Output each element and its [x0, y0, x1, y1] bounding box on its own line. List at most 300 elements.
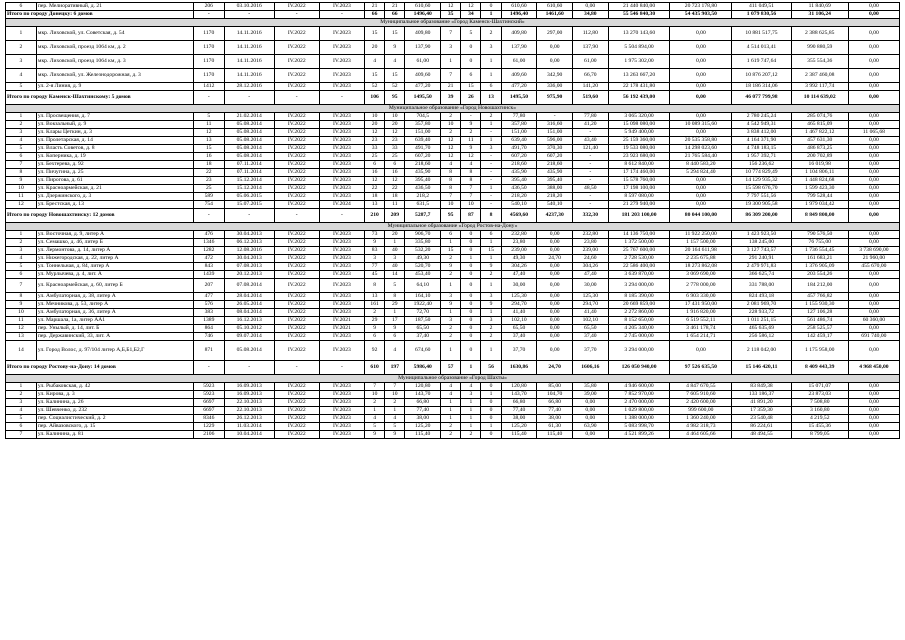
- table-cell: 0: [461, 263, 481, 271]
- table-cell: 10.04.2014: [224, 431, 274, 439]
- table-cell: 0,00: [670, 69, 732, 83]
- table-cell: 15: [193, 145, 224, 153]
- table-cell: 409,80: [405, 27, 441, 41]
- total-cell: -: [224, 91, 274, 105]
- table-cell: IV.2023: [319, 263, 364, 271]
- table-cell: 22 178 431,80: [608, 83, 670, 91]
- table-cell: 540,10: [537, 201, 573, 209]
- table-cell: IV.2023: [319, 231, 364, 239]
- table-cell: 342,90: [537, 69, 573, 83]
- table-cell: 0,00: [848, 193, 899, 201]
- table-cell: 457 631,30: [791, 137, 848, 145]
- table-cell: IV.2022: [274, 129, 319, 137]
- table-cell: -: [481, 177, 501, 185]
- table-row: [6, 271, 900, 279]
- table-row: [6, 231, 900, 239]
- city-total-row: [6, 209, 900, 223]
- table-cell: 29: [385, 301, 405, 309]
- row-number: 3: [6, 247, 37, 255]
- table-cell: IV.2022: [274, 423, 319, 431]
- total-cell: 13: [481, 91, 501, 105]
- total-cell: 1630,86: [501, 361, 537, 375]
- table-cell: 125,20: [405, 423, 441, 431]
- table-cell: IV.2022: [274, 399, 319, 407]
- row-number: 4: [6, 407, 37, 415]
- table-cell: 5: [461, 27, 481, 41]
- table-cell: 9: [365, 431, 385, 439]
- table-cell: 26.05.2014: [224, 301, 274, 309]
- total-label: Итого по городу Каменск-Шахтинскому: 5 домов: [6, 91, 194, 105]
- table-cell: 576: [193, 301, 224, 309]
- table-cell: 1 467 822,12: [791, 129, 848, 137]
- table-cell: 0,00: [848, 231, 899, 239]
- house-address: пер. Айвазовского, д. 15: [36, 423, 193, 431]
- table-cell: 23 540,48: [732, 415, 791, 423]
- table-cell: 0,00: [848, 391, 899, 399]
- total-cell: 1461,60: [537, 11, 573, 19]
- table-cell: 16.12.2013: [224, 317, 274, 325]
- table-cell: 3: [441, 41, 461, 55]
- table-cell: IV.2022: [274, 383, 319, 391]
- table-cell: 26.12.2013: [224, 415, 274, 423]
- table-cell: 704,5: [405, 113, 441, 121]
- table-cell: 436,50: [405, 185, 441, 193]
- table-cell: IV.2023: [319, 161, 364, 169]
- table-cell: 0,00: [848, 383, 899, 391]
- row-number: 1: [6, 27, 37, 41]
- table-cell: 18 186 314,06: [732, 83, 791, 91]
- table-cell: 1 654 214,71: [670, 333, 732, 341]
- table-cell: 1 011 251,15: [732, 317, 791, 325]
- table-cell: 411 049,51: [732, 3, 791, 11]
- table-cell: 05.08.2014: [224, 341, 274, 361]
- table-cell: 22 586 400,00: [608, 263, 670, 271]
- table-cell: 12: [461, 3, 481, 11]
- total-cell: 34: [461, 11, 481, 19]
- table-cell: 18: [365, 193, 385, 201]
- total-cell: 209: [385, 209, 405, 223]
- table-cell: IV.2023: [319, 309, 364, 317]
- table-cell: 1170: [193, 41, 224, 55]
- table-cell: 0,00: [848, 201, 899, 209]
- table-cell: IV.2022: [274, 153, 319, 161]
- table-cell: 9: [481, 263, 501, 271]
- table-cell: 38,00: [537, 415, 573, 423]
- table-cell: 203 554,26: [791, 271, 848, 279]
- municipality-title: Муниципальное образование «Город Ростов-на-Дону»: [6, 223, 900, 231]
- house-address: ул. Пирогова, д. 61: [36, 177, 193, 185]
- table-cell: 25: [193, 185, 224, 193]
- table-cell: 3 065 320,00: [608, 113, 670, 121]
- table-cell: 2: [441, 255, 461, 263]
- table-cell: 3: [385, 255, 405, 263]
- table-cell: 8 597 080,00: [608, 193, 670, 201]
- row-number: 5: [6, 83, 37, 91]
- total-cell: 5287,7: [405, 209, 441, 223]
- table-cell: 1 388 000,00: [608, 415, 670, 423]
- table-cell: 999 600,00: [670, 407, 732, 415]
- table-cell: 05.10.2012: [224, 325, 274, 333]
- table-cell: 125,30: [501, 293, 537, 301]
- table-cell: 20 535 358,80: [670, 137, 732, 145]
- table-cell: 13: [365, 293, 385, 301]
- table-cell: 8 152 650,00: [608, 317, 670, 325]
- table-cell: IV.2022: [274, 391, 319, 399]
- table-cell: 472: [193, 255, 224, 263]
- table-cell: 232,80: [572, 231, 608, 239]
- row-number: 7: [6, 431, 37, 439]
- table-cell: 409,60: [405, 69, 441, 83]
- table-row: [6, 153, 900, 161]
- table-cell: 0,00: [848, 399, 899, 407]
- table-cell: 30,00: [501, 279, 537, 293]
- total-cell: 975,90: [537, 91, 573, 105]
- table-cell: 4: [385, 55, 405, 69]
- table-cell: IV.2023: [319, 153, 364, 161]
- table-cell: 316,60: [537, 121, 573, 129]
- table-cell: 15 578 760,00: [608, 177, 670, 185]
- table-cell: 0,00: [537, 309, 573, 317]
- table-cell: 1 916 820,00: [670, 309, 732, 317]
- row-number: 1: [6, 231, 37, 239]
- table-cell: 335,80: [405, 239, 441, 247]
- table-cell: IV.2023: [319, 333, 364, 341]
- total-cell: 46 077 799,98: [732, 91, 791, 105]
- table-cell: 15 071,07: [791, 383, 848, 391]
- table-cell: IV.2022: [274, 255, 319, 263]
- table-cell: 9: [365, 325, 385, 333]
- table-cell: 47,40: [572, 271, 608, 279]
- table-cell: 77,40: [537, 407, 573, 415]
- total-cell: 15 146 420,11: [732, 361, 791, 375]
- table-cell: 3: [481, 41, 501, 55]
- table-cell: 121,40: [572, 145, 608, 153]
- table-cell: 0,00: [670, 201, 732, 209]
- table-cell: 355 554,36: [791, 55, 848, 69]
- table-cell: 65,50: [501, 325, 537, 333]
- table-cell: 115,40: [405, 431, 441, 439]
- table-cell: 990 880,59: [791, 41, 848, 55]
- table-cell: -: [537, 113, 573, 121]
- total-cell: 56 192 439,00: [608, 91, 670, 105]
- table-cell: IV.2022: [274, 301, 319, 309]
- table-cell: 285 074,76: [791, 113, 848, 121]
- table-cell: 15.12.2014: [224, 177, 274, 185]
- table-cell: 0,00: [848, 113, 899, 121]
- table-cell: 15: [385, 69, 405, 83]
- table-cell: 10: [365, 391, 385, 399]
- table-cell: 21: [385, 3, 405, 11]
- table-cell: 184 212,00: [791, 279, 848, 293]
- table-cell: 41,40: [501, 309, 537, 317]
- table-cell: 14.11.2016: [224, 41, 274, 55]
- table-cell: 3 639 870,00: [608, 271, 670, 279]
- table-cell: 0,00: [670, 41, 732, 55]
- table-cell: 35,80: [572, 383, 608, 391]
- table-cell: 2: [441, 333, 461, 341]
- house-address: ул. Калинина, д. 26: [36, 399, 193, 407]
- table-cell: 0,00: [848, 341, 899, 361]
- table-cell: 2 272 860,00: [608, 309, 670, 317]
- total-cell: 610: [365, 361, 385, 375]
- table-cell: 465 635,69: [732, 325, 791, 333]
- table-cell: 256 586,12: [732, 333, 791, 341]
- table-cell: 453,40: [405, 271, 441, 279]
- table-cell: IV.2023: [319, 69, 364, 83]
- city-total-row: [6, 361, 900, 375]
- table-cell: 37,40: [572, 333, 608, 341]
- house-address: ул. Просвещения, д. 7: [36, 113, 193, 121]
- table-cell: IV.2022: [274, 41, 319, 55]
- table-cell: 0,00: [848, 177, 899, 185]
- table-cell: 0,00: [848, 423, 899, 431]
- table-cell: 589: [193, 193, 224, 201]
- table-cell: 41,20: [572, 121, 608, 129]
- table-cell: IV.2022: [274, 201, 319, 209]
- table-cell: 1: [481, 185, 501, 193]
- table-row: [6, 301, 900, 309]
- table-cell: 0,00: [848, 185, 899, 193]
- table-row: [6, 55, 900, 69]
- table-cell: 151,00: [537, 129, 573, 137]
- table-cell: IV.2023: [319, 399, 364, 407]
- table-cell: 4 521 899,26: [608, 431, 670, 439]
- row-number: 2: [6, 239, 37, 247]
- table-cell: 1: [481, 423, 501, 431]
- table-cell: 6: [481, 231, 501, 239]
- table-cell: 7: [441, 27, 461, 41]
- table-cell: 1: [481, 239, 501, 247]
- table-cell: 520,70: [405, 263, 441, 271]
- table-cell: 2: [385, 399, 405, 407]
- table-cell: 258 525,57: [791, 325, 848, 333]
- housing-register-table: [5, 2, 900, 439]
- table-cell: 156 236,62: [732, 161, 791, 169]
- table-cell: 691 740,00: [848, 333, 899, 341]
- table-cell: IV.2022: [274, 161, 319, 169]
- total-cell: 519,60: [572, 91, 608, 105]
- table-cell: 65,50: [572, 325, 608, 333]
- table-cell: 357,80: [405, 121, 441, 129]
- total-cell: -: [193, 91, 224, 105]
- table-cell: 824 493,18: [732, 293, 791, 301]
- table-cell: 4 205 340,00: [608, 325, 670, 333]
- table-cell: IV.2023: [319, 55, 364, 69]
- table-cell: 137,90: [501, 41, 537, 55]
- table-cell: 1346: [193, 239, 224, 247]
- table-cell: 12: [385, 177, 405, 185]
- table-cell: 0,00: [670, 185, 732, 193]
- table-cell: 14.11.2016: [224, 69, 274, 83]
- table-cell: 8: [441, 185, 461, 193]
- table-cell: 7: [441, 193, 461, 201]
- table-cell: IV.2023: [319, 301, 364, 309]
- table-cell: 15: [365, 69, 385, 83]
- table-cell: 05.08.2014: [224, 153, 274, 161]
- table-cell: 0: [461, 341, 481, 361]
- table-cell: 0,00: [848, 27, 899, 41]
- table-cell: 20: [365, 121, 385, 129]
- table-cell: 1: [481, 137, 501, 145]
- table-cell: IV.2023: [319, 145, 364, 153]
- table-cell: IV.2023: [319, 185, 364, 193]
- total-cell: 197: [385, 361, 405, 375]
- table-cell: 77,80: [572, 113, 608, 121]
- house-address: ул. Калинина, д. 81: [36, 431, 193, 439]
- table-cell: 2: [441, 423, 461, 431]
- table-cell: 5923: [193, 391, 224, 399]
- table-cell: 7: [365, 383, 385, 391]
- table-cell: 2 745 000,00: [608, 333, 670, 341]
- table-cell: 29: [365, 317, 385, 325]
- table-cell: 1 975 302,00: [608, 55, 670, 69]
- table-cell: 49,30: [501, 255, 537, 263]
- table-cell: 6697: [193, 399, 224, 407]
- table-cell: IV.2023: [319, 415, 364, 423]
- row-number: 9: [6, 301, 37, 309]
- row-number: 5: [6, 263, 37, 271]
- table-cell: 239,00: [501, 247, 537, 255]
- municipality-header-row: [6, 105, 900, 113]
- house-address: ул. Кирова, д. 3: [36, 391, 193, 399]
- table-row: [6, 27, 900, 41]
- table-cell: 8: [365, 279, 385, 293]
- table-cell: 0: [481, 3, 501, 11]
- table-cell: IV.2023: [319, 137, 364, 145]
- table-cell: 610,60: [405, 3, 441, 11]
- total-cell: 10 114 639,02: [791, 91, 848, 105]
- table-cell: IV.2022: [274, 333, 319, 341]
- table-cell: 0,00: [848, 169, 899, 177]
- table-cell: 86 224,61: [732, 423, 791, 431]
- table-row: [6, 41, 900, 55]
- table-cell: 39,00: [572, 391, 608, 399]
- total-cell: -: [193, 361, 224, 375]
- table-cell: 05.08.2014: [224, 121, 274, 129]
- table-cell: 13 263 667,20: [608, 69, 670, 83]
- table-cell: 790 576,50: [791, 231, 848, 239]
- table-cell: 1412: [193, 83, 224, 91]
- table-cell: 4: [461, 383, 481, 391]
- table-cell: 18: [385, 193, 405, 201]
- table-cell: 0: [461, 325, 481, 333]
- row-number: 8: [6, 169, 37, 177]
- table-cell: 9: [385, 325, 405, 333]
- total-cell: 95: [441, 209, 461, 223]
- table-cell: 127 106,28: [791, 309, 848, 317]
- table-cell: 1 423 923,50: [732, 231, 791, 239]
- table-cell: 294,70: [501, 301, 537, 309]
- table-cell: 0,00: [537, 317, 573, 325]
- table-cell: 0: [481, 415, 501, 423]
- table-cell: 47,40: [501, 271, 537, 279]
- house-address: ул. Брестская, д. 13: [36, 201, 193, 209]
- table-cell: 2106: [193, 431, 224, 439]
- table-cell: 395,40: [501, 177, 537, 185]
- table-cell: 228 933,72: [732, 309, 791, 317]
- house-address: пер. Унылый, д. 14, лит. Б: [36, 325, 193, 333]
- table-row: [6, 333, 900, 341]
- total-label: Итого по городу Новошахтинску: 12 домов: [6, 209, 194, 223]
- row-number: 3: [6, 55, 37, 69]
- row-number: 2: [6, 41, 37, 55]
- table-cell: 125,30: [572, 293, 608, 301]
- table-cell: 5: [193, 113, 224, 121]
- table-cell: 639,40: [405, 137, 441, 145]
- table-cell: 3: [441, 293, 461, 301]
- table-cell: 2: [461, 129, 481, 137]
- table-cell: 21 279 940,00: [608, 201, 670, 209]
- table-cell: 0,00: [537, 263, 573, 271]
- table-cell: 15 455,36: [791, 423, 848, 431]
- table-cell: 15: [461, 83, 481, 91]
- city-total-row: [6, 91, 900, 105]
- table-cell: 22: [365, 185, 385, 193]
- city-total-row: [6, 11, 900, 19]
- table-cell: 40: [385, 263, 405, 271]
- table-cell: 239,00: [572, 247, 608, 255]
- table-cell: 218,60: [501, 161, 537, 169]
- table-cell: 0,00: [848, 309, 899, 317]
- table-cell: 435,90: [405, 169, 441, 177]
- table-cell: 1 376 905,09: [791, 263, 848, 271]
- table-cell: 28.04.2014: [224, 293, 274, 301]
- total-label: Итого по городу Донецку: 6 домов: [6, 11, 194, 19]
- row-number: 6: [6, 153, 37, 161]
- table-cell: 4 219,52: [791, 415, 848, 423]
- table-cell: 25: [385, 153, 405, 161]
- table-cell: IV.2022: [274, 309, 319, 317]
- house-address: мкр. Лиховской, ул. Железнодорожная, д. 3: [36, 69, 193, 83]
- table-cell: 1: [481, 309, 501, 317]
- table-cell: 2 479 971,83: [732, 263, 791, 271]
- total-cell: 87: [461, 209, 481, 223]
- table-row: [6, 399, 900, 407]
- table-cell: IV.2022: [274, 185, 319, 193]
- row-number: 5: [6, 415, 37, 423]
- table-cell: IV.2021: [319, 325, 364, 333]
- table-cell: 115,40: [501, 431, 537, 439]
- house-address: ул. Рыбаковская, д. 42: [36, 383, 193, 391]
- table-cell: 66,80: [501, 399, 537, 407]
- table-row: [6, 341, 900, 361]
- table-row: [6, 423, 900, 431]
- table-cell: 151,00: [405, 129, 441, 137]
- table-cell: 1: [441, 399, 461, 407]
- table-cell: 16: [385, 169, 405, 177]
- table-cell: 12: [461, 153, 481, 161]
- table-cell: IV.2023: [319, 341, 364, 361]
- table-cell: 6697: [193, 407, 224, 415]
- table-row: [6, 129, 900, 137]
- table-cell: IV.2022: [274, 293, 319, 301]
- table-cell: 4: [365, 55, 385, 69]
- table-cell: 14 129 935,32: [732, 177, 791, 185]
- total-cell: 0,00: [848, 209, 899, 223]
- total-cell: 1: [481, 11, 501, 19]
- row-number: 4: [6, 69, 37, 83]
- table-cell: 11 065,68: [848, 129, 899, 137]
- table-cell: 1: [461, 407, 481, 415]
- table-cell: 14 136 750,00: [608, 231, 670, 239]
- table-cell: -: [481, 201, 501, 209]
- total-cell: -: [319, 209, 364, 223]
- table-cell: 19 533 080,00: [608, 145, 670, 153]
- table-cell: 2 081 969,70: [732, 301, 791, 309]
- table-cell: 2: [481, 113, 501, 121]
- table-cell: 38,00: [501, 415, 537, 423]
- table-cell: 0,00: [848, 293, 899, 301]
